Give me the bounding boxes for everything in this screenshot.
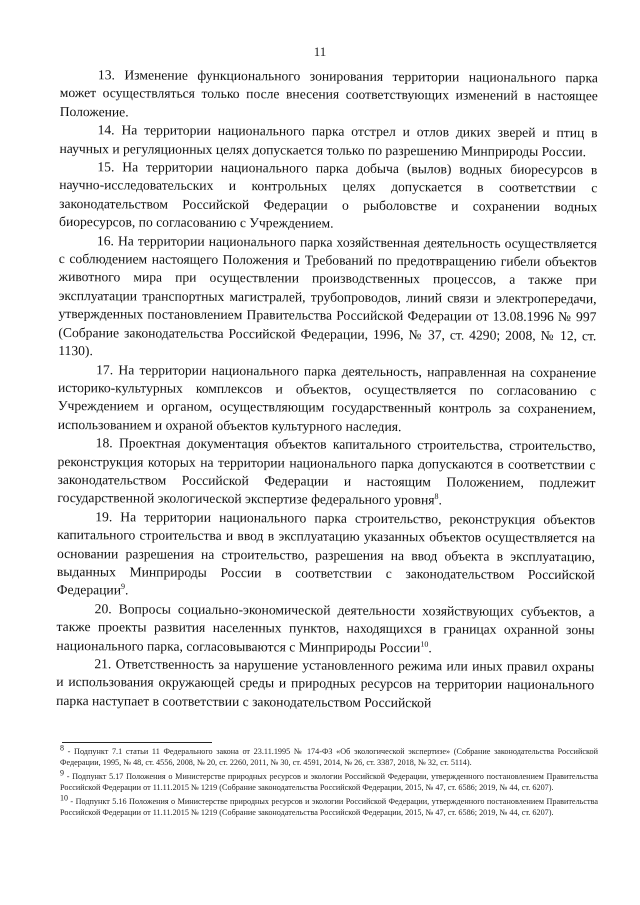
footnote-divider <box>62 742 212 743</box>
footnote-text-9: - Подпункт 5.17 Положения о Министерстве природных ресурсов и экологии Российской Федерации, утвержденного постановлением Правительства Российской Федерации от 11.11.2015 № 1219 (Собрание законодательства Российской Федерации, 2015, № 47, ст. 6586; 2019, № 44, ст. 6207). <box>60 772 598 792</box>
footnote-text-8: - Подпункт 7.1 статьи 11 Федерального закона от 23.11.1995 № 174-ФЗ «Об экологической экспертизе» (Собрание законодательства Российской Федерации, 1995, № 48, ст. 4556, 2008, № 20, ст. 2260, 2011, № 30, ст. 4591, 2014, № 26, ст. 3387, 2018, № 32, ст. 5114). <box>60 747 598 767</box>
footnote-mark-9: 9 <box>60 768 64 778</box>
paragraph-20-text: 20. Вопросы социально-экономической деятельности хозяйствующих субъектов, а также проекты развития населенных пунктов, находящихся в границах охранной зоны национального парка, согласовываются с Минприроды России <box>56 601 595 655</box>
paragraph-16: 16. На территории национального парка хозяйственная деятельность осуществляется с соблюдением настоящего Положения и Требований по предотвращению гибели объектов животного мира при осуществлении производственных процессов, а также при эксплуатации транспортных магистралей, трубопроводов, линий связи и электропередачи, утвержденных постановлением Правительства Российской Федерации от 13.08.1996 № 997 (Собрание законодательства Российской Федерации, 1996, № 37, ст. 4290; 2008, № 12, ст. 1130). <box>58 232 597 359</box>
footnote-mark-10: 10 <box>60 793 68 803</box>
footnote-ref-8: 8 <box>434 492 439 502</box>
paragraph-13: 13. Изменение функционального зонирования территории национального парка может осуществляться только после внесения соответствующих изменений в настоящее Положение. <box>59 67 598 120</box>
paragraph-19-tail: . <box>124 582 129 598</box>
footnote-ref-9: 9 <box>120 582 126 592</box>
page-number: 11 <box>313 44 327 59</box>
paragraph-21: 21. Ответственность за нарушение установленного режима или иных правил охраны и использования окружающей среды и природных ресурсов на территории национального парка наступает в соответствии с законодательством Российской <box>56 656 595 711</box>
footnote-ref-10: 10 <box>420 639 429 649</box>
footnote-8 <box>60 743 598 768</box>
body-text <box>56 66 598 713</box>
footnote-mark-8: 8 <box>60 743 64 753</box>
paragraph-18-text: 18. Проектная документация объектов капитального строительства, строительство, реконструкция которых на территории национального парка допускаются в соответствии с законодательством Российской Федерации и настоящим Положением, подлежит государственной экологической экспертизе федерального уровня <box>57 435 596 508</box>
paragraph-19-text: 19. На территории национального парка строительство, реконструкция объектов капитального строительства и ввод в эксплуатацию указанных объектов осуществляется на основании разрешения на строительство, разрешения на ввод объекта в эксплуатацию, выданных Минприроды России в соответствии с законодательством Российской Федерации <box>56 508 596 598</box>
paragraph-19 <box>57 508 596 603</box>
paragraph-14: 14. На территории национального парка отстрел и отлов диких зверей и птиц в научных и регуляционных целях допускается только по разрешению Минприроды России. <box>59 122 598 159</box>
footnote-text-10: - Подпункт 5.16 Положения о Министерстве природных ресурсов и экологии Российской Федерации, утвержденного постановлением Правительства Российской Федерации от 11.11.2015 № 1219 (Собрание законодательства Российской Федерации, 2015, № 47, ст. 6586; 2019, № 44, ст. 6207). <box>60 797 598 817</box>
paragraph-18-tail: . <box>438 492 442 508</box>
footnote-10 <box>60 793 598 818</box>
paragraph-17: 17. На территории национального парка деятельность, направленная на сохранение историко-культурных комплексов и объектов, осуществляется по согласованию с Учреждением и органом, осуществляющим государственный контроль за сохранением, использованием и охраной объектов культурного наследия. <box>57 361 597 434</box>
paragraph-18 <box>57 434 595 511</box>
paragraph-15: 15. На территории национального парка добыча (вылов) водных биоресурсов в научно-исследовательских и контрольных целях допускается в соответствии с законодательством Российской Федерации о рыболовстве и сохранении водных биоресурсов, по согласованию с Учреждением. <box>59 159 598 231</box>
paragraph-20-tail: . <box>428 639 432 655</box>
paragraph-20 <box>56 600 594 659</box>
footnote-9 <box>60 768 598 793</box>
footnotes <box>60 743 598 821</box>
